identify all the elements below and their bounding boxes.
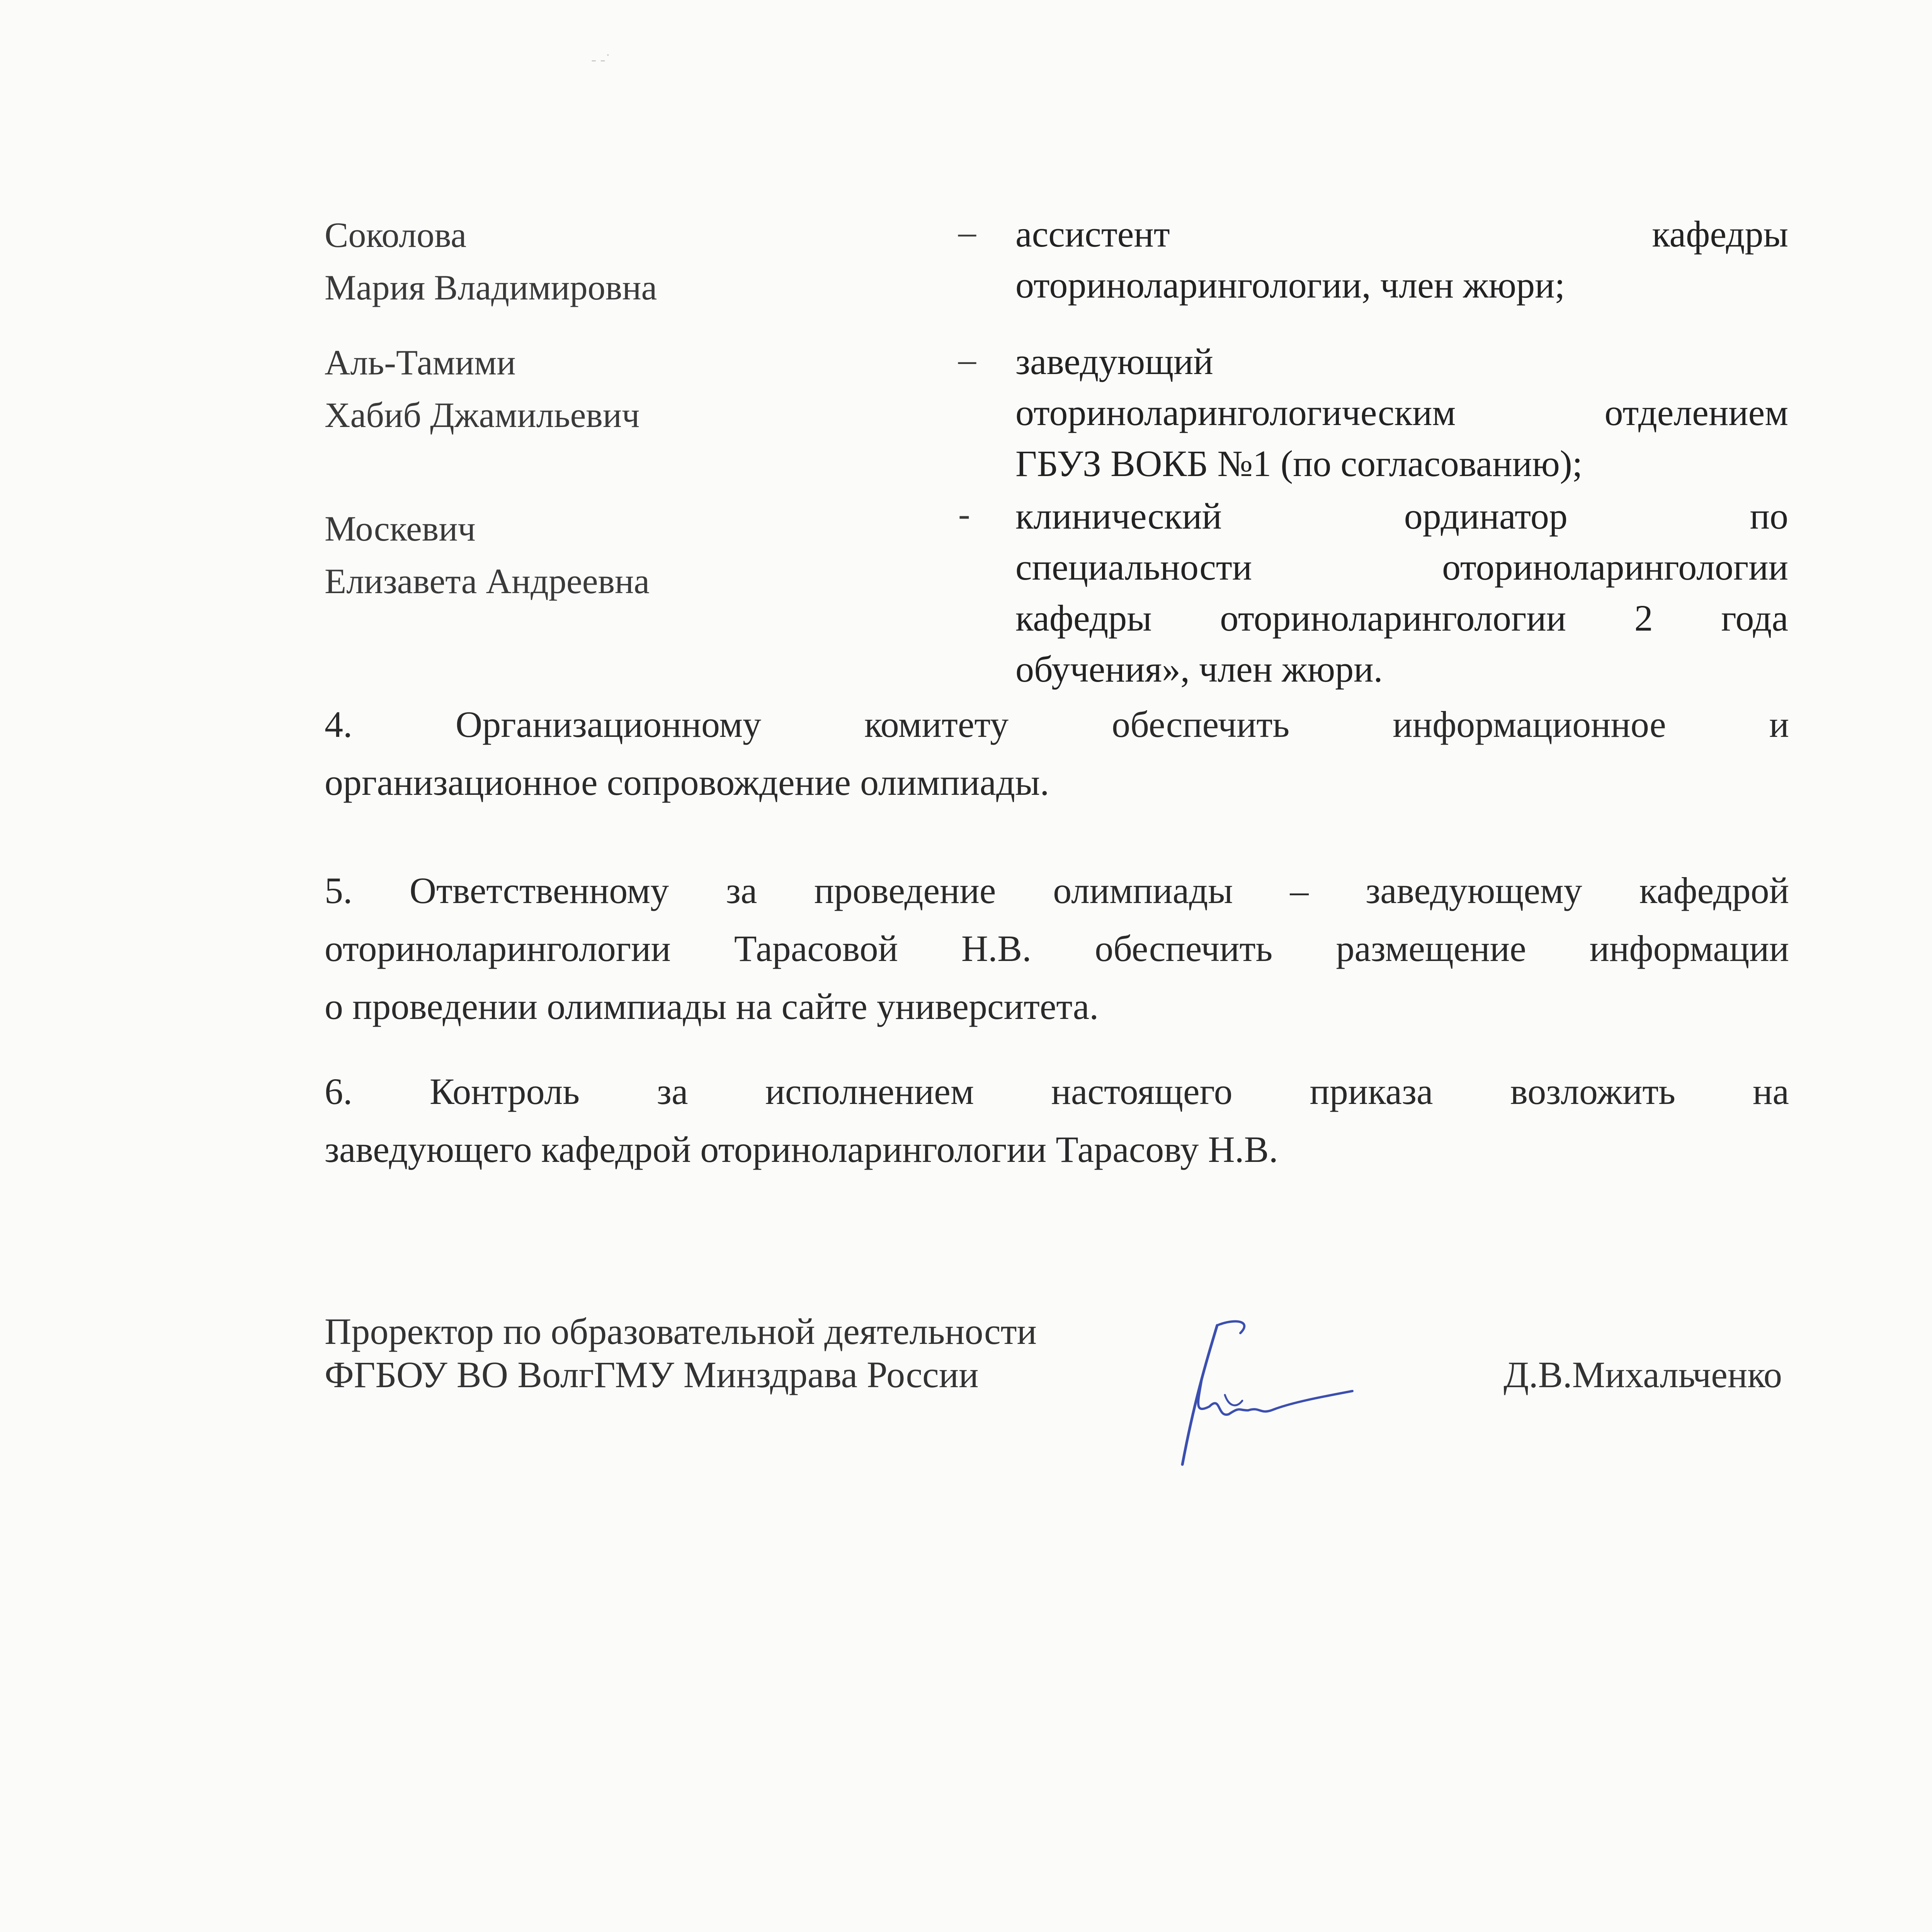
paragraph-6: [325, 1063, 1789, 1179]
signatory-title-line: Проректор по образовательной деятельности: [325, 1311, 1037, 1352]
paragraph-line: о проведении олимпиады на сайте университета.: [325, 986, 1099, 1027]
paragraph-4: [325, 696, 1789, 811]
role-line: специальности оториноларингологии: [1015, 546, 1788, 588]
paragraph-line: 5. Ответственному за проведение олимпиады – заведующему кафедрой: [325, 870, 1789, 911]
member-dash: -: [958, 494, 970, 534]
paragraph-line: оториноларингологии Тарасовой Н.В. обеспечить размещение информации: [325, 928, 1789, 969]
member-given-names: Хабиб Джамильевич: [325, 395, 640, 435]
member-surname: Аль-Тамими: [325, 343, 516, 382]
member-surname: Москевич: [325, 509, 476, 548]
paragraph-line: 6. Контроль за исполнением настоящего приказа возложить на: [325, 1071, 1789, 1112]
role-line: ГБУЗ ВОКБ №1 (по согласованию);: [1015, 443, 1583, 484]
paragraph-line: заведующего кафедрой оториноларингологии Тарасову Н.В.: [325, 1129, 1278, 1170]
paragraph-line: 4. Организационному комитету обеспечить информационное и: [325, 704, 1789, 745]
paragraph-line: организационное сопровождение олимпиады.: [325, 762, 1049, 803]
member-given-names: Елизавета Андреевна: [325, 561, 650, 601]
role-line: ассистент кафедры: [1015, 213, 1788, 255]
member-role: [1015, 209, 1788, 311]
role-line: обучения», член жюри.: [1015, 648, 1383, 690]
role-line: оториноларингологии, член жюри;: [1015, 264, 1565, 306]
member-surname: Соколова: [325, 215, 467, 255]
handwritten-signature: [1159, 1318, 1360, 1472]
member-dash: –: [958, 340, 976, 379]
member-name: [325, 336, 943, 441]
member-name: [325, 502, 943, 607]
role-line: заведующий: [1015, 341, 1213, 382]
signatory-title-line: ФГБОУ ВО ВолгГМУ Минздрава России: [325, 1354, 979, 1395]
signatory-title: [325, 1310, 1037, 1396]
paragraph-5: [325, 862, 1789, 1036]
signature-block: [325, 1310, 1793, 1472]
member-role: [1015, 491, 1788, 695]
role-line: кафедры оториноларингологии 2 года: [1015, 597, 1788, 639]
member-dash: –: [958, 212, 976, 252]
member-given-names: Мария Владимировна: [325, 268, 657, 307]
member-name: [325, 209, 943, 314]
signatory-name: Д.В.Михальченко: [1503, 1354, 1782, 1395]
scan-smudge: - -˙: [591, 51, 611, 68]
role-line: оториноларингологическим отделением: [1015, 392, 1788, 433]
member-role: [1015, 336, 1788, 489]
role-line: клинический ординатор по: [1015, 495, 1788, 537]
